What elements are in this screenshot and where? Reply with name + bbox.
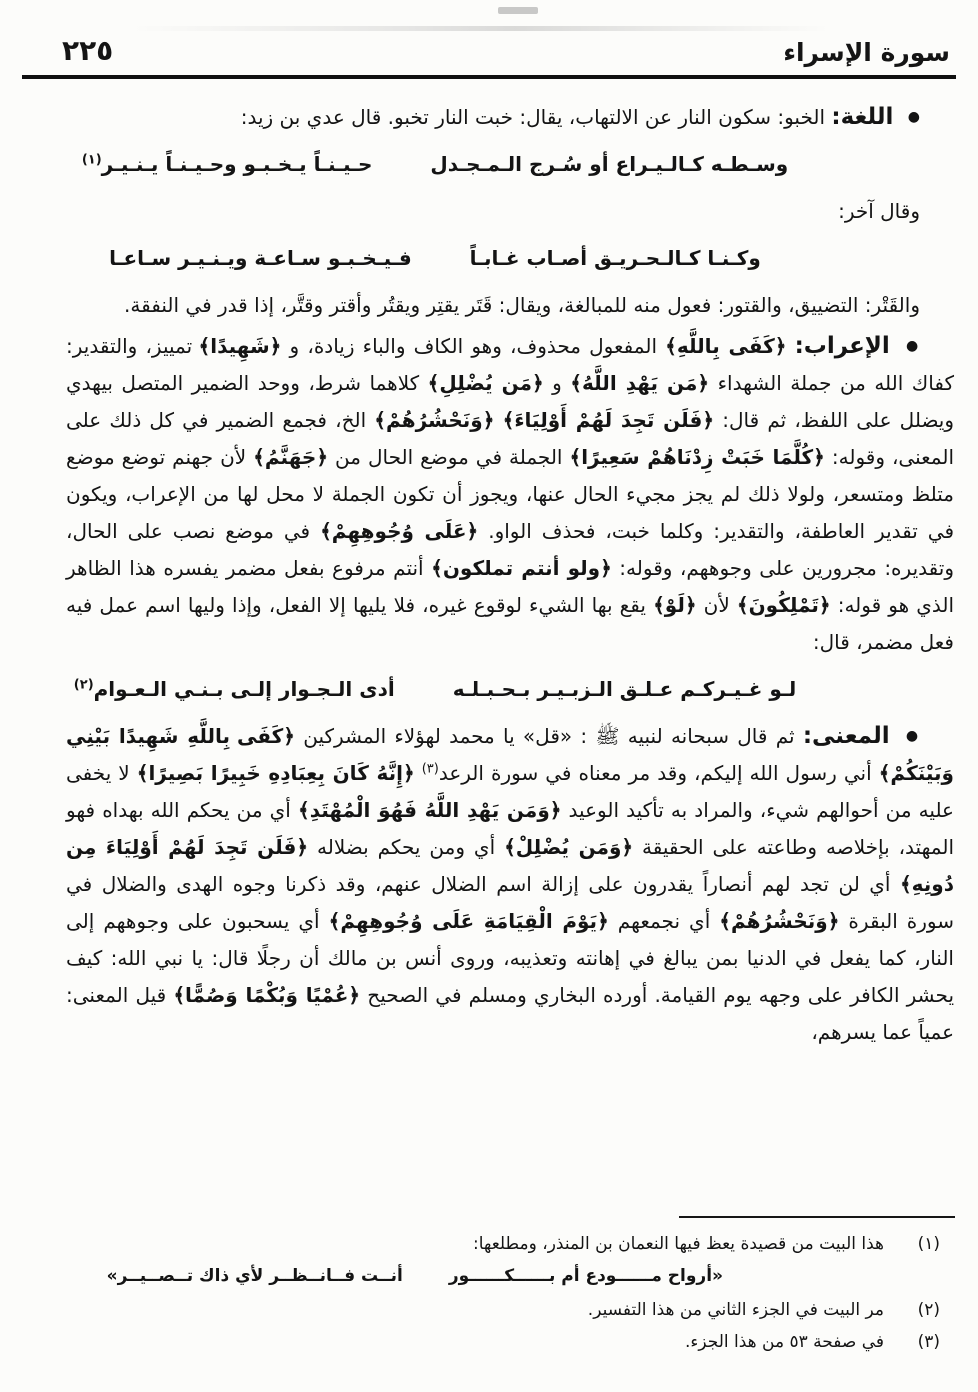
section-mana-body: ثم قال سبحانه لنبيه ﷺ : «قل» يا محمد لهؤلاء المشركين ﴿كَفَى بِاللَّهِ شَهِيدًا بَيْنِي وَبَيْنَكُمْ﴾ أني رسول الله إليكم، وقد مر معناه في سورة الرعد$^{(٣)}$ ﴿إِنَّهُ كَانَ بِعِبَادِهِ خَبِيرًا بَصِيرًا﴾ لا يخفى عليه من أحوالهم شيء، والمراد به تأكيد الوعيد ﴿وَمَن يَهْدِ اللَّهُ فَهُوَ الْمُهْتَدِ﴾ أي من يحكم الله بهداه فهو المهتد، بإخلاصه وطاعته على الحقيقة ﴿وَمَن يُضْلِلْ﴾ أي ومن يحكم بضلاله ﴿فَلَن تَجِدَ لَهُمْ أَوْلِيَاءَ مِن دُونِهِ﴾ أي لن تجد لهم أنصاراً يقدرون على إزالة اسم الضلال عنهم، وقد ذكرنا وجوه الهدى والضلال في سورة البقرة ﴿وَنَحْشُرُهُمْ﴾ أي نجمعهم ﴿يَوْمَ الْقِيَامَةِ عَلَى وُجُوهِهِمْ﴾ أي يسحبون على وجوههم إلى النار، كما يفعل في الدنيا بمن يبالغ في إهانته وتعذيبه، وروى أنس بن مالك أن رجلًا قال: يا نبي الله: كيف يحشر الكافر على وجهه يوم القيامة. أورده البخاري ومسلم في الصحيح ﴿عُمْيًا وَبُكْمًا وَصُمًّا﴾ قيل المعنى: عمياً عما يسرهم،: [66, 724, 955, 1044]
waqala-akhar-line: وقال آخر:: [838, 199, 920, 223]
verse-1-left-text: حـيـنـاً يـخـبـو وحـيـنـاً يـنـيـر: [101, 152, 373, 176]
section-bullet-icon: ●: [907, 109, 920, 125]
section-bullet-icon: ●: [905, 338, 920, 354]
verse-1-hemistich-left: [82, 146, 373, 183]
verse-2-hemistich-left: فـيـخـبـو سـاعـة ويـنـيـر سـاعـا: [109, 246, 412, 270]
verse-3-left-text: أدى الـجـوار إلـى بـنـي الـعـوام: [93, 677, 395, 701]
footnote-ref-1: (١): [81, 152, 102, 168]
section-irab: [66, 328, 954, 661]
verse-line-3: [66, 671, 804, 708]
page-header: [0, 0, 978, 71]
header-rule: [22, 75, 956, 79]
verse-2-hemistich-right: وكـنـا كـالـحـريـق أصـاب غـابـاً: [469, 246, 761, 270]
main-text-column: [66, 99, 954, 1051]
section-mana-label: المعنى:: [802, 723, 890, 749]
section-lugha: [66, 99, 954, 136]
section-irab-body: ﴿كَفَى بِاللَّهِ﴾ المفعول محذوف، وهو الكاف والباء زيادة، و ﴿شَهِيدًا﴾ تمييز، والتقدير: كفاك الله من جملة الشهداء ﴿مَن يَهْدِ اللَّهُ﴾ و ﴿مَن يُضْلِلِ﴾ كلاهما شرط، ووحد الضمير المتصل بيهدي ويضلل على اللفظ، ثم قال: ﴿فَلَن تَجِدَ لَهُمْ أَوْلِيَاءَ﴾ ﴿وَنَحْشُرُهُمْ﴾ الخ، فجمع الضمير في كل ذلك على المعنى، وقوله: ﴿كُلَّمَا خَبَتْ زِدْنَاهُمْ سَعِيرًا﴾ الجملة في موضع الحال من ﴿جَهَنَّمُ﴾ لأن جهنم توضع موضع متلظ ومتسعر، ولولا ذلك لم يجز مجيء الحال عنها، ويجوز أن تكون الجملة لا محل لها من الإعراب، ويكون في تقدير العاطفة، والتقدير: وكلما خبت، فحذف الواو. ﴿عَلَى وُجُوهِهِمْ﴾ في موضع نصب على الحال، وتقديره: مجرورين على وجوههم، وقوله: ﴿ولو أنتم تملكون﴾ أنتم مرفوع بفعل مضمر يفسره هذا الظاهر الذي هو قوله: ﴿تَمْلِكُونَ﴾ لأن ﴿لَوْ﴾ يقع بها الشيء لوقوع غيره، فلا يليها إلا الفعل، وإذا وليها اسم عمل فيه فعل مضمر، قال:: [66, 334, 955, 654]
page-number: ٢٢٥: [62, 34, 114, 67]
footnotes-separator: [679, 1216, 955, 1218]
section-irab-label: الإعراب:: [794, 333, 890, 359]
footnote-ref-2: (٢): [73, 677, 94, 693]
surah-title: سورة الإسراء: [783, 38, 950, 67]
verse-line-2: [66, 240, 804, 277]
footnote-item-1: [66, 1228, 940, 1260]
footnote-item-2: [66, 1294, 940, 1326]
footnote-verse-hemistich-right: «أرواح مــــــودع أم بــــــكــــــور: [448, 1266, 723, 1286]
section-lugha-body: الخبو: سكون النار عن الالتهاب، يقال: خبت النار تخبو. قال عدي بن زيد:: [240, 105, 832, 129]
scan-noise-streak: [130, 26, 830, 31]
section-lugha-label: اللغة:: [831, 104, 894, 130]
footnote-marker: (٣): [917, 1332, 940, 1352]
verse-3-hemistich-left: [74, 671, 395, 708]
verse-1-hemistich-right: وسـطـه كـالـيـراع أو سُـرج الـمـجـدل: [430, 152, 789, 176]
footnote-verse-hemistich-left: أنــت فــانــظــر لأي ذاك تــصــيــر»: [106, 1266, 403, 1286]
footnotes-block: [0, 1216, 978, 1358]
section-mana: [66, 718, 954, 1051]
footnote-text: هذا البيت من قصيدة يعظ فيها النعمان بن المنذر، ومطلعها:: [472, 1234, 884, 1254]
section-bullet-icon: ●: [905, 728, 921, 744]
footnote-text: في صفحة ٥٣ من هذا الجزء.: [684, 1332, 884, 1352]
footnote-1-verse: [0, 1260, 723, 1292]
qatr-paragraph: والقَتْر: التضييق، والقتور: فعول منه للمبالغة، ويقال: قَتَر يقتِر ويقتُر وأقتر وقتَّر، إذا قدر في النفقة.: [124, 293, 920, 317]
footnote-marker: (٢): [917, 1300, 940, 1320]
footnote-marker: (١): [917, 1234, 940, 1254]
verse-3-hemistich-right: لـو غـيـركـم عـلـق الـزبـيـر بـحـبـلـه: [452, 677, 797, 701]
footnote-text: مر البيت في الجزء الثاني من هذا التفسير.: [587, 1300, 884, 1320]
footnote-item-3: [66, 1326, 940, 1358]
scan-noise-mark: [498, 7, 538, 14]
verse-line-1: [66, 146, 804, 183]
